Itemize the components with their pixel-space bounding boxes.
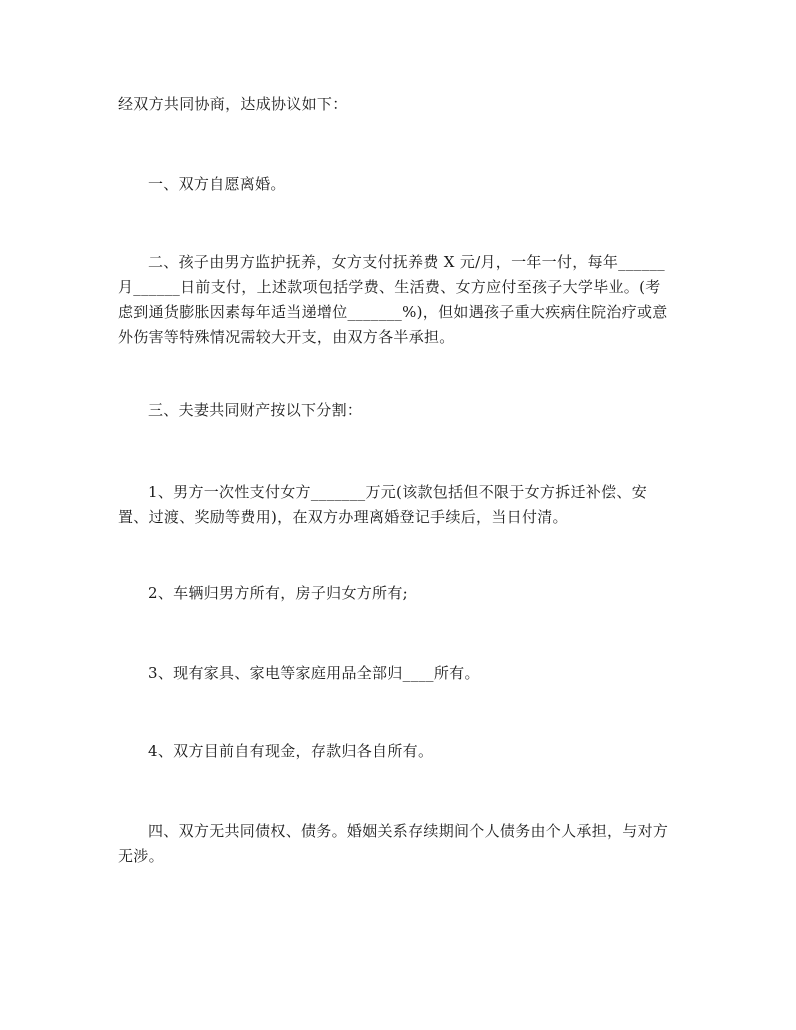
item-1-line-1: 1、男方一次性支付女方_______万元(该款包括但不限于女方拆迁补偿、安 [148, 483, 647, 501]
clause-1-paragraph: 一、双方自愿离婚。 [148, 175, 286, 193]
clause-2-line-4: 外伤害等特殊情况需较大开支，由双方各半承担。 [118, 328, 455, 346]
intro-paragraph: 经双方共同协商，达成协议如下： [118, 95, 348, 113]
item-2-paragraph: 2、车辆归男方所有，房子归女方所有; [148, 584, 408, 602]
item-3-paragraph: 3、现有家具、家电等家庭用品全部归____所有。 [148, 664, 480, 682]
item-1-line-2: 置、过渡、奖励等费用)，在双方办理离婚登记手续后，当日付清。 [118, 508, 568, 526]
clause-2-line-3: 虑到通货膨胀因素每年适当递增位_______%)，但如遇孩子重大疾病住院治疗或意 [118, 303, 668, 321]
clause-2-line-2: 月______日前支付，上述款项包括学费、生活费、女方应付至孩子大学毕业。(考 [118, 278, 661, 296]
clause-4-line-2: 无涉。 [118, 847, 164, 865]
clause-3-paragraph: 三、夫妻共同财产按以下分割： [148, 401, 363, 419]
clause-4-paragraph [118, 819, 683, 869]
clause-2-paragraph [118, 250, 683, 350]
clause-2-line-1: 二、孩子由男方监护抚养，女方支付抚养费 X 元/月，一年一付，每年______ [148, 253, 665, 271]
clause-4-line-1: 四、双方无共同债权、债务。婚姻关系存续期间个人债务由个人承担，与对方 [148, 822, 669, 840]
item-1-paragraph [118, 480, 683, 530]
item-4-paragraph: 4、双方目前自有现金，存款归各自所有。 [148, 742, 434, 760]
